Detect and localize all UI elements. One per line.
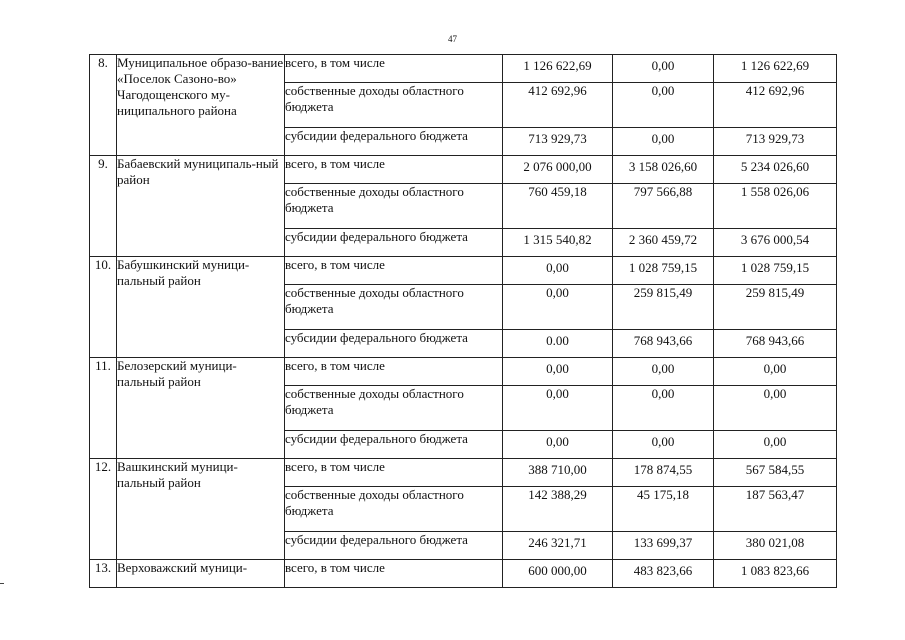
value-total: 412 692,96 [714,83,837,128]
value-col-1: 0,00 [503,431,613,459]
funding-category: собственные доходы областного бюджета [285,487,503,532]
value-col-1: 600 000,00 [503,560,613,588]
value-total: 0,00 [714,431,837,459]
district-name: Верховажский муници- [117,560,285,588]
value-col-1: 246 321,71 [503,532,613,560]
value-col-2: 0,00 [613,83,714,128]
value-col-1: 0,00 [503,257,613,285]
table-row [90,459,837,487]
value-col-2: 45 175,18 [613,487,714,532]
margin-mark [0,583,4,584]
table-row [90,560,837,588]
value-col-2: 3 158 026,60 [613,156,714,184]
value-col-1: 142 388,29 [503,487,613,532]
value-col-2: 483 823,66 [613,560,714,588]
value-total: 567 584,55 [714,459,837,487]
district-name: Белозерский муници-пальный район [117,358,285,459]
value-total: 0,00 [714,386,837,431]
district-name: Бабушкинский муници-пальный район [117,257,285,358]
funding-category: всего, в том числе [285,257,503,285]
value-col-2: 178 874,55 [613,459,714,487]
value-col-2: 0,00 [613,55,714,83]
funding-category: всего, в том числе [285,358,503,386]
value-col-1: 1 126 622,69 [503,55,613,83]
value-total: 3 676 000,54 [714,229,837,257]
row-number: 10. [90,257,117,358]
value-col-2: 133 699,37 [613,532,714,560]
funding-category: субсидии федерального бюджета [285,532,503,560]
value-total: 1 028 759,15 [714,257,837,285]
value-total: 187 563,47 [714,487,837,532]
row-number: 9. [90,156,117,257]
table-body [90,55,837,588]
value-col-2: 1 028 759,15 [613,257,714,285]
table-row [90,257,837,285]
value-total: 768 943,66 [714,330,837,358]
value-total: 1 083 823,66 [714,560,837,588]
value-col-2: 2 360 459,72 [613,229,714,257]
page-number: 47 [448,34,457,44]
value-col-1: 713 929,73 [503,128,613,156]
value-col-1: 0,00 [503,358,613,386]
value-total: 380 021,08 [714,532,837,560]
funding-category: всего, в том числе [285,459,503,487]
row-number: 12. [90,459,117,560]
value-col-1: 2 076 000,00 [503,156,613,184]
district-name: Бабаевский муниципаль-ный район [117,156,285,257]
value-col-1: 412 692,96 [503,83,613,128]
value-col-2: 768 943,66 [613,330,714,358]
value-col-1: 760 459,18 [503,184,613,229]
value-col-2: 0,00 [613,386,714,431]
value-total: 259 815,49 [714,285,837,330]
value-col-1: 0,00 [503,285,613,330]
funding-category: всего, в том числе [285,560,503,588]
funding-category: субсидии федерального бюджета [285,431,503,459]
value-total: 1 558 026,06 [714,184,837,229]
value-col-1: 0.00 [503,330,613,358]
value-col-2: 259 815,49 [613,285,714,330]
row-number: 13. [90,560,117,588]
value-col-2: 797 566,88 [613,184,714,229]
funding-category: собственные доходы областного бюджета [285,285,503,330]
value-col-2: 0,00 [613,431,714,459]
funding-category: всего, в том числе [285,156,503,184]
row-number: 8. [90,55,117,156]
funding-category: субсидии федерального бюджета [285,229,503,257]
table-row [90,55,837,83]
value-col-1: 0,00 [503,386,613,431]
value-total: 1 126 622,69 [714,55,837,83]
funding-category: собственные доходы областного бюджета [285,83,503,128]
value-col-1: 1 315 540,82 [503,229,613,257]
row-number: 11. [90,358,117,459]
funding-category: субсидии федерального бюджета [285,330,503,358]
value-total: 713 929,73 [714,128,837,156]
value-total: 5 234 026,60 [714,156,837,184]
value-col-1: 388 710,00 [503,459,613,487]
funding-category: всего, в том числе [285,55,503,83]
district-name: Вашкинский муници-пальный район [117,459,285,560]
table-row [90,156,837,184]
budget-table [89,54,837,588]
funding-category: собственные доходы областного бюджета [285,184,503,229]
value-total: 0,00 [714,358,837,386]
value-col-2: 0,00 [613,128,714,156]
district-name: Муниципальное образо-вание «Поселок Сазоно-во» Чагодощенского му-ниципального района [117,55,285,156]
table-row [90,358,837,386]
funding-category: собственные доходы областного бюджета [285,386,503,431]
value-col-2: 0,00 [613,358,714,386]
funding-category: субсидии федерального бюджета [285,128,503,156]
